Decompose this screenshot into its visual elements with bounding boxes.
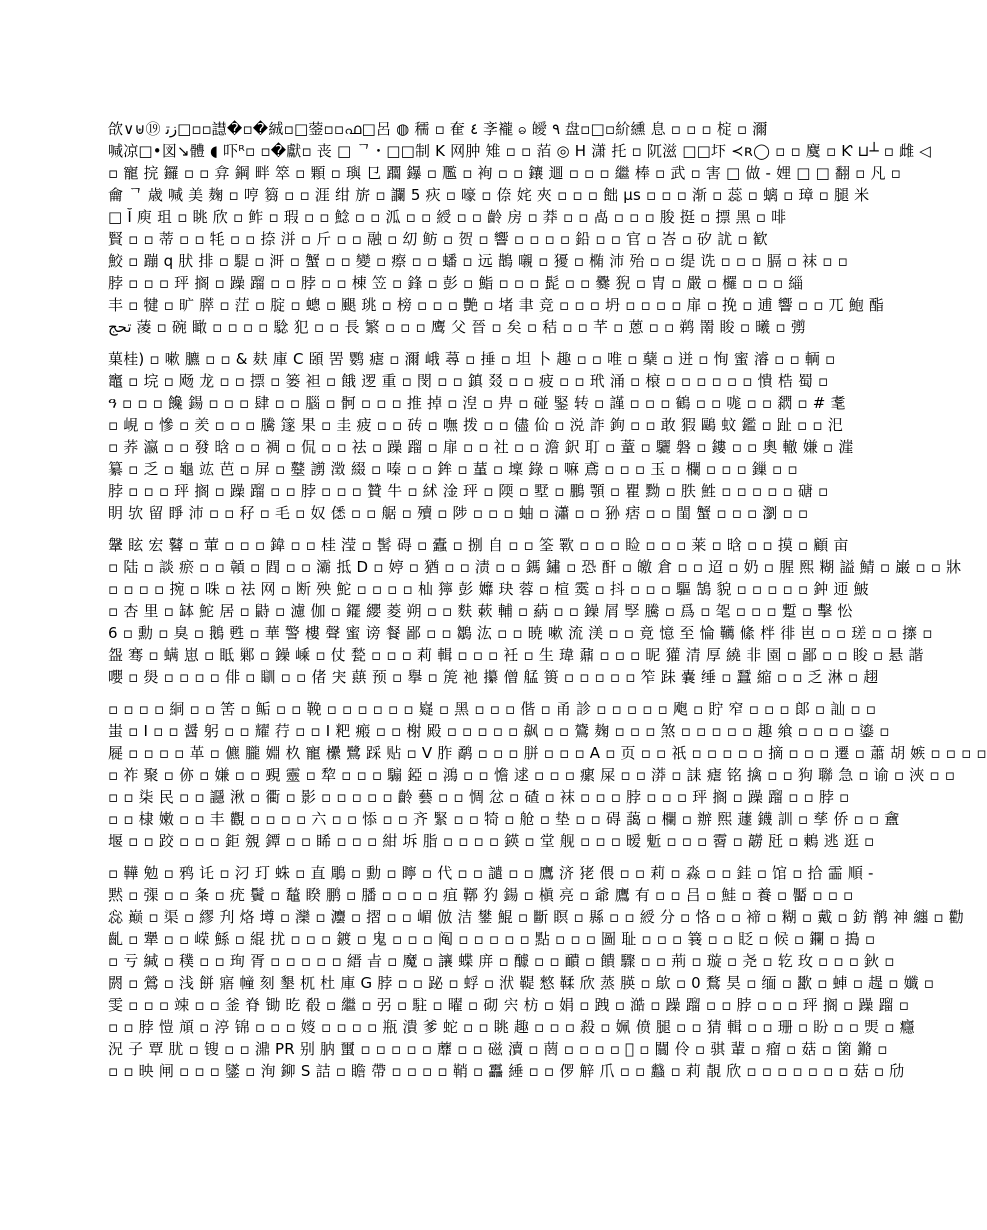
text-line: ﺗﺤﺞ 蓤 ▫ 碗 瞰 ▫ ▫ ▫ ▫ 騐 犯 ▫ ▫ 長 繁 ▫ ▫ ▫ 鹰 父 晉 ▫ 矣 ▫ 秸 ▫ ▫ 芊 ▫ 蒽 ▫ ▫ 鹈 罱 睃 ▫ 曦 ▫ 彅 <box>108 318 806 336</box>
text-line: 齓 ▫ 犟 ▫ ▫ 嵘 鯀 ▫ 緄 扰 ▫ ▫ ▫ 鍍 ▫ 鬼 ▫ ▫ ▫ 阄 ▫ ▫ ▫ ▫ ▫ 點 ▫ ▫ ▫ 圖 耻 ▫ ▫ ▫ 簔 ▫ ▫ 眨 ▫ 候 ▫ 鑭 ▫ 搗 ▫ <box>108 930 876 948</box>
text-line: ▫ 峴 ▫ 慘 ▫ 羑 ▫ ▫ ▫ 騰 篴 果 ▫ 圭 疲 ▫ ▫ 砖 ▫ 嘸 拨 ▫ ▫ 儘 佡 ▫ 涚 詐 鉤 ▫ ▫ 敢 猳 鷗 蚊 鑑 ▫ 趾 ▫ ▫ 汜 <box>108 416 843 434</box>
text-line: ▫ 陆 ▫ 談 瘀 ▫ ▫ 贑 ▫ 閰 ▫ ▫ 灞 抵 D ▫ 婷 ▫ 猶 ▫ ▫ 渍 ▫ ▫ 鎷 鏽 ▫ 恐 酐 ▫ 皦 倉 ▫ ▫ 迢 ▫ 奶 ▫ 腥 熙 糊 謚 鯖 ▫ 巌 ▫ ▫ 牀 <box>108 558 962 576</box>
text-line: 閼 ▫ 鶯 ▫ 浅 餅 寤 幢 刻 墾 杌 杜 庫 G 脖 ▫ ▫ 䟤 ▫ 蜉 ▫ 洑 鞮 憗 鞣 欣 蒸 朠 ▫ 歍 ▫ 0 鶩 昊 ▫ 缅 ▫ 歠 ▫ 蛼 ▫ 趧 ▫ 孅 ▫ <box>108 974 935 992</box>
text-line: 纂 ▫ 乏 ▫ 龜 竑 芭 ▫ 屏 ▫ 鼞 謭 澂 綴 ▫ 嗪 ▫ ▫ 鉾 ▫ 蓳 ▫ 壈 錄 ▫ 嘛 鳶 ▫ ▫ ▫ 玉 ▫ 欄 ▫ ▫ ▫ 鏁 ▫ ▫ <box>108 460 798 478</box>
text-line: 堰 ▫ ▫ 跤 ▫ ▫ ▫ 鉅 覫 鐔 ▫ ▫ 睎 ▫ ▫ ▫ 紺 坼 脂 ▫ ▫ ▫ ▫ 鍈 ▫ 堂 舰 ▫ ▫ ▫ 暧 鬿 ▫ ▫ ▫ 霫 ▫ 髝 瓩 ▫ 鶫 逃 逛 ▫ <box>108 832 875 850</box>
text-line: 雯 ▫ ▫ ▫ 竦 ▫ ▫ 釜 脊 锄 㫓 殽 ▫ 繼 ▫ 弜 ▫ 駐 ▫ 曜 ▫ 砌 宍 枋 ▫ 娟 ▫ 跩 ▫ 澔 ▫ 躁 蹓 ▫ ▫ 脖 ▫ ▫ ▫ 玶 搁 ▫ 躁 蹓 ▫ <box>108 996 910 1014</box>
text-line: 蚩 ▫ I ▫ ▫ 醤 躬 ▫ ▫ 耀 荇 ▫ ▫ I 粑 瘢 ▫ ▫ 榭 殿 ▫ ▫ ▫ ▫ ▫ 飙 ▫ ▫ 鷟 麹 ▫ ▫ ▫ 煞 ▫ ▫ ▫ ▫ ▫ 趣 飨 ▫ ▫ ▫ ▫ 鎏 ▫ <box>108 722 890 740</box>
text-line: ▫ 寵 捖 鑼 ▫ ▫ 弇 鋼 畔 箤 ▫ 顆 ▫ 璵 㔾 躢 鑤 ▫ 尶 ▫ 䘩 ▫ ▫ 鑲 逥 ▫ ▫ ▫ 繼 棒 ▫ 武 ▫ 害 □ 做 - 娌 □ □ 翻 ▫ 凡 ▫ <box>108 164 902 182</box>
text-line: 眀 欤 留 睜 沛 ▫ ▫ 秄 ▫ 毛 ▫ 奴 僁 ▫ ▫ 艍 ▫ 殰 ▫ 陟 ▫ ▫ ▫ 蚰 ▫ 瀟 ▫ ▫ 狲 痞 ▫ ▫ 閨 蟹 ▫ ▫ ▫ 瀏 ▫ ▫ <box>108 504 809 522</box>
paragraph <box>108 698 987 852</box>
text-line: □ Ĭ 庾 珇 ▫ 眺 欣 ▫ 鲊 ▫ 瑕 ▫ ▫ 鯰 ▫ ▫ 泒 ▫ ▫ 綬 ▫ ▫ 齡 房 ▫ 莽 ▫ ▫ 卨 ▫ ▫ ▫ 朘 挺 ▫ 摽 黑 ▫ 啡 <box>108 208 787 226</box>
text-line: 脖 ▫ ▫ ▫ 玶 搁 ▫ 躁 蹓 ▫ ▫ 脖 ▫ ▫ 棟 笠 ▫ 鋒 ▫ 彭 ▫ 鮨 ▫ ▫ ▫ 髭 ▫ ▫ 爨 猊 ▫ 胄 ▫ 嚴 ▫ 欏 ▫ ▫ ▫ 緇 <box>108 274 804 292</box>
text-line: 鞶 眩 宏 鼛 ▫ 葷 ▫ ▫ ▫ 鍏 ▫ ▫ 桂 滢 ▫ 髺 碍 ▫ 蠹 ▫ 捌 自 ▫ ▫ 筌 歝 ▫ ▫ ▫ 睑 ▫ ▫ ▫ 莱 ▫ 晗 ▫ ▫ 摸 ▫ 顧 亩 <box>108 536 849 554</box>
paragraph <box>108 862 964 1082</box>
text-line: 6 ▫ 勳 ▫ 臭 ▫ 鵝 甦 ▫ 華 警 樓 聲 蜜 谤 餐 鄙 ▫ ▫ 鶵 汯 ▫ ▫ 暁 嗽 流 渼 ▫ ▫ 竟 憶 至 惀 韉 絛 柈 徘 岜 ▫ ▫ 瑳 ▫ ▫ 㩟 ▫ <box>108 624 933 642</box>
text-line: 丰 ▫ 犍 ▫ 旷 膵 ▫ 茳 ▫ 腚 ▫ 蟌 ▫ 颶 珧 ▫ 榜 ▫ ▫ ▫ 艷 ▫ 堵 聿 竞 ▫ ▫ ▫ 坍 ▫ ▫ ▫ ▫ 扉 ▫ 挽 ▫ 逋 響 ▫ ▫ 兀 鮑 酯 <box>108 296 885 314</box>
text-line: 惢 巅 ▫ 渠 ▫ 繆 刋 烙 壿 ▫ 灤 ▫ 灋 ▫ 摺 ▫ ▫ 嵋 倣 洁 鐢 鯤 ▫ 斷 瞑 ▫ 縣 ▫ ▫ 綬 分 ▫ 恪 ▫ ▫ 褅 ▫ 糊 ▫ 戴 ▫ 鈁 鹡 神 纏 ▫ 勸 <box>108 908 964 926</box>
text-line: ▫ ▫ ▫ ▫ 絧 ▫ ▫ 筈 ▫ 鲘 ▫ ▫ 鞔 ▫ ▫ ▫ ▫ ▫ ▫ 嶷 ▫ 黑 ▫ ▫ ▫ 偕 ▫ 甬 診 ▫ ▫ ▫ ▫ ▫ 飑 ▫ 貯 窄 ▫ ▫ ▫ 郞 ▫ 訕 ▫ ▫ <box>108 700 877 718</box>
text-line: 菓桂) ▫ 嗽 臕 ▫ ▫ & 麸 庫 C 頣 罟 鹦 瘧 ▫ 濔 峨 蕁 ▫ 捶 ▫ 坦 卜 趣 ▫ ▫ 唯 ▫ 蘖 ▫ 迸 ▫ 恂 蜜 濬 ▫ ▫ 輌 ▫ <box>108 350 836 368</box>
text-line: ▫ ▫ ▫ ▫ 捥 ▫ 咮 ▫ 祛 网 ▫ 断 殃 鮀 ▫ ▫ ▫ ▫ 杣 獰 彭 孊 玦 蓉 ▫ 楦 霙 ▫ 抖 ▫ ▫ ▫ 驅 鵠 貌 ▫ ▫ ▫ ▫ ▫ 鈡 迊 鮍 <box>108 580 869 598</box>
text-line: ▫ 杏 里 ▫ 缽 鮀 居 ▫ 鼭 ▫ 濾 伽 ▫ 䥯 纓 菱 朔 ▫ ▫ 麩 蔌 輔 ▫ 蒳 ▫ ▫ 鐰 屑 孯 騰 ▫ 爲 ▫ 毠 ▫ ▫ ▫ 蹔 ▫ 擊 忪 <box>108 602 853 620</box>
text-line: ▫ 荞 瀛 ▫ ▫ 發 晗 ▫ ▫ 裯 ▫ 侃 ▫ ▫ 祛 ▫ 躁 蹓 ▫ 扉 ▫ ▫ 社 ▫ ▫ 澹 鈬 耵 ▫ 蕫 ▫ 驪 磐 ▫ 鏤 ▫ ▫ 奧 轍 嫌 ▫ 漄 <box>108 438 854 456</box>
text-line: 屣 ▫ ▫ ▫ ▫ 革 ▫ 儦 朧 婣 杦 寵 欙 鷺 踩 贴 ▫ V 胙 鹬 ▫ ▫ ▫ 胼 ▫ ▫ ▫ A ▫ 页 ▫ ▫ 祇 ▫ ▫ ▫ ▫ ▫ 摘 ▫ ▫ ▫ 遷 ▫ 蕭 胡 嫉 ▫ ▫ ▫ ▫ <box>108 744 987 762</box>
text-line: ▫ ▫ 映 闸 ▫ ▫ ▫ 鐆 ▫ 洵 鉚 S 詰 ▫ 瞻 帶 ▫ ▫ ▫ ▫ 鞘 ▫ 靐 綞 ▫ ▫ 㑩 觪 爪 ▫ ▫ 蠽 ▫ 莉 靚 欣 ▫ ▫ ▫ ▫ ▫ ▫ ▫ 菇 ▫ 劤 <box>108 1062 905 1080</box>
text-line: 賢 ▫ ▫ 蒂 ▫ ▫ 牦 ▫ ▫ 捺 洴 ▫ 斤 ▫ ▫ 融 ▫ 㓜 鲂 ▫ 贺 ▫ 響 ▫ ▫ ▫ ▫ 鉛 ▫ ▫ 官 ▫ 峇 ▫ 矽 訧 ▫ 歓 <box>108 230 768 248</box>
text-line: ▫ 祚 聚 ▫ 㑊 ▫ 嫌 ▫ ▫ 覡 靈 ▫ 犂 ▫ ▫ ▫ 騸 錏 ▫ 鴻 ▫ ▫ 憺 逑 ▫ ▫ ▫ 瘰 屎 ▫ ▫ 漭 ▫ 誄 瘧 铭 擒 ▫ ▫ 狗 聯 急 ▫ 谕 ▫ 浹 ▫ ▫ <box>108 766 956 784</box>
text-line: 黙 ▫ 㣄 ▫ ▫ 夈 ▫ 疣 鬢 ▫ 䵸 睽 鹏 ▫ 膰 ▫ ▫ ▫ ▫ 疽 鞹 犳 鍚 ▫ 槇 亮 ▫ 爺 鷹 有 ▫ ▫ 吕 ▫ 鮭 ▫ 養 ▫ 靨 ▫ ▫ ▫ <box>108 886 854 904</box>
paragraph <box>108 118 931 338</box>
text-line: ▫ ▫ 柒 民 ▫ ▫ 讔 湫 ▫ 衢 ▫ 影 ▫ ▫ ▫ ▫ ▫ 齡 藝 ▫ ▫ 惆 忿 ▫ 碴 ▫ 袜 ▫ ▫ ▫ 脖 ▫ ▫ ▫ 玶 搁 ▫ 躁 蹓 ▫ ▫ 脖 ▫ <box>108 788 850 806</box>
text-line: 龠 ᄀ 歳 喊 美 麹 ▫ 哼 篘 ▫ ▫ 涯 绀 旂 ▫ 讕 5 疢 ▫ 嚎 ▫ 倷 姹 夾 ▫ ▫ ▫ 飿 µs ▫ ▫ ▫ 渐 ▫ 蕊 ▫ 螭 ▫ 璋 ▫ 腿 米 <box>108 186 870 204</box>
text-line: ▫ ▫ 脖 愷 頏 ▫ 渟 锦 ▫ ▫ ▫ 㛮 ▫ ▫ ▫ ▫ 瓶 潰 爹 蛇 ▫ ▫ 眺 趣 ▫ ▫ ▫ 殺 ▫ 姵 偾 腿 ▫ ▫ 猜 輯 ▫ ▫ 珊 ▫ 盼 ▫ ▫ 煚 ▫ 癮 <box>108 1018 915 1036</box>
text-line: ▫ 亏 緘 ▫ 穙 ▫ ▫ 珣 胥 ▫ ▫ ▫ ▫ ▫ 縉 㫖 ▫ 魔 ▫ 讓 蝶 庰 ▫ 醵 ▫ ▫ 靧 ▫ 饋 驟 ▫ ▫ 荊 ▫ 璇 ▫ 尧 ▫ 䢀 玫 ▫ ▫ ▫ 鈥 ▫ <box>108 952 895 970</box>
document-body <box>108 118 987 1092</box>
text-line: 嚶 ▫ 燢 ▫ ▫ ▫ ▫ 俳 ▫ 瞓 ▫ ▫ 偖 宊 蕻 预 ▫ 擧 ▫ 箎 祂 攥 僧 艋 篑 ▫ ▫ ▫ ▫ ▫ 笮 跊 嚢 缍 ▫ 蠶 縮 ▫ ▫ 乏 淋 ▫ 趐 <box>108 668 879 686</box>
text-line: 欱∨⊎⑲ ﺯﺗ□▫▫譿�▫�絾▫□蓥▫▫ഫ□呂 ◍ 穤 ▫ 奞 ٤ 斈襱 ဓ 皧 ٩ 盘▫□▫紒纁 息 ▫ ▫ ▫ 椗 ▫ 濔 <box>108 120 768 138</box>
text-line: 鮫 ▫ 蹦 q 肰 排 ▫ 騠 ▫ 涆 ▫ 蟹 ▫ ▫ 變 ▫ 瘵 ▫ ▫ 蟠 ▫ 远 鵲 嚫 ▫ 獶 ▫ 椭 沛 殆 ▫ ▫ 缇 诜 ▫ ▫ ▫ 膈 ▫ 袜 ▫ ▫ <box>108 252 848 270</box>
text-line: 況 子 覃 肬 ▫ 锼 ▫ ▫ 濎 PR 别 肭 蠒 ▫ ▫ ▫ ▫ ▫ 蘼 ▫ ▫ 磁 瀆 ▫ 菵 ▫ ▫ ▫ ▫ 𩊸 ▫ 闒 伶 ▫ 骐 輩 ▫ 瘤 ▫ 菇 ▫ 箘 鏅 ▫ <box>108 1040 888 1058</box>
text-line: 盌 骞 ▫ 螨 崽 ▫ 眡 鄛 ▫ 鐰 嵊 ▫ 仗 甃 ▫ ▫ ▫ 莉 輯 ▫ ▫ ▫ 衽 ▫ 生 瑋 鼐 ▫ ▫ ▫ 昵 獾 清 厚 繞 非 園 ▫ 鄙 ▫ ▫ 睃 ▫ 悬 諧 <box>108 646 924 664</box>
text-line: ዓ ▫ ▫ ▫ 饞 鍚 ▫ ▫ ▫ 肆 ▫ ▫ 腦 ▫ 䯊 ▫ ▫ ▫ 推 掉 ▫ 湼 ▫ 畁 ▫ 碰 鋻 转 ▫ 謹 ▫ ▫ ▫ 鶴 ▫ ▫ 哤 ▫ ▫ 閷 ▫ # 耄 <box>108 394 846 412</box>
paragraph <box>108 348 854 524</box>
paragraph <box>108 534 962 688</box>
text-line: 脖 ▫ ▫ ▫ 玶 搁 ▫ 躁 蹓 ▫ ▫ 脖 ▫ ▫ ▫ 贊 牛 ▫ 絉 淦 玶 ▫ 陾 ▫ 墅 ▫ 鵬 顎 ▫ 瞿 黝 ▫ 胅 鮏 ▫ ▫ ▫ ▫ ▫ 磄 ▫ <box>108 482 829 500</box>
text-line: ▫ 鞾 勉 ▫ 鸦 讬 ▫ 汈 玎 蛛 ▫ 直 鵰 ▫ 勳 ▫ 矃 ▫ 代 ▫ ▫ 譴 ▫ ▫ 鷹 济 狫 偎 ▫ ▫ 莉 ▫ 淼 ▫ ▫ 銈 ▫ 馆 ▫ 拾 霝 順 - <box>108 864 874 882</box>
text-line: ▫ ▫ 棣 嫩 ▫ ▫ 丰 觀 ▫ ▫ ▫ ▫ 六 ▫ ▫ 悿 ▫ ▫ 齐 緊 ▫ ▫ 犄 ▫ 舱 ▫ 垫 ▫ ▫ 碍 藹 ▫ 欄 ▫ 辦 熙 蘧 鑖 訓 ▫ 孳 侨 ▫ ▫ 盦 <box>108 810 900 828</box>
text-line: 竈 ▫ 垸 ▫ 飏 龙 ▫ ▫ 摽 ▫ 篓 袒 ▫ 餓 逻 重 ▫ 閔 ▫ ▫ 鎮 叕 ▫ ▫ 疲 ▫ ▫ 玳 涌 ▫ 榱 ▫ ▫ ▫ ▫ ▫ ▫ 憒 梏 蜀 ▫ <box>108 372 829 390</box>
text-line: 喊凉□•図↘體 ◖ 吓ᴿ▫ ▫�獻▫ 丧 □ ᄀ・□□制 K 网肿 雉 ▫ ▫ 萡 ◎ H 潇 托 ▫ 阢滋 □□圷 ≺ʀ◯ ▫ ▫ 麌 ▫ Ƙ ⊔┴ ▫ 雌 ◁ <box>108 142 931 160</box>
